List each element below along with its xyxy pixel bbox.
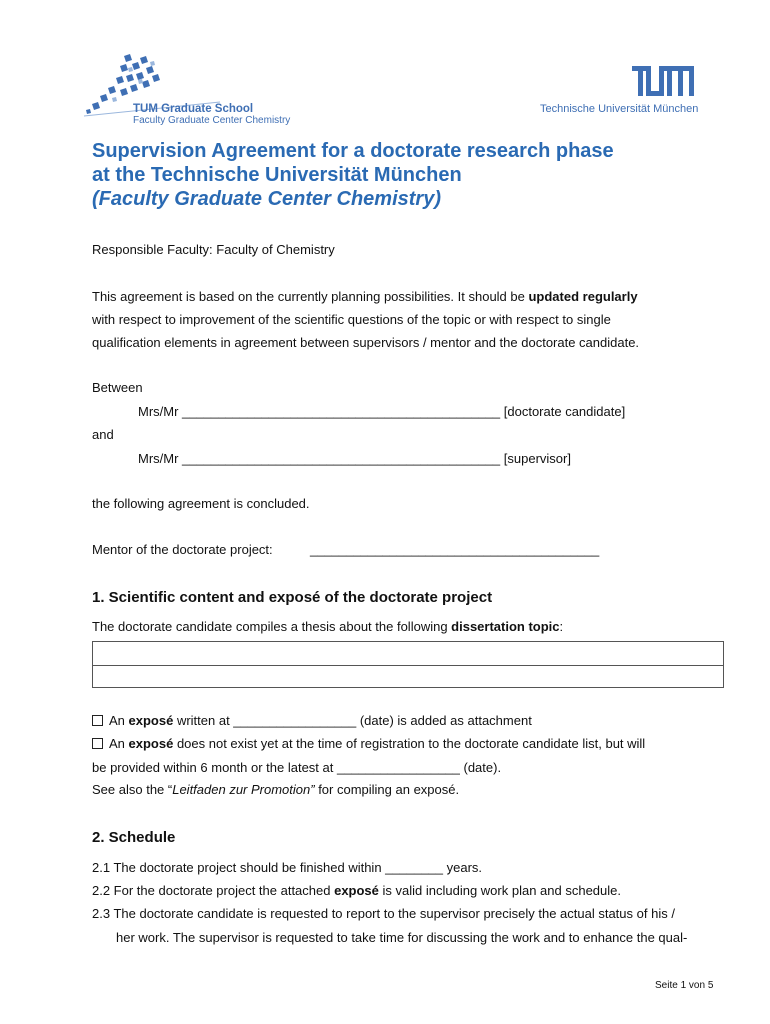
schedule-item-1: 2.1 The doctorate project should be finished within ________ years. — [92, 860, 483, 875]
section-2-heading: 2. Schedule — [92, 829, 176, 846]
dissertation-topic-intro: The doctorate candidate compiles a thesis about the following dissertation topic: — [92, 619, 564, 634]
schedule-item-3-line-2: her work. The supervisor is requested to take time for discussing the work and to enhance the qual- — [116, 930, 688, 945]
expose-attached-checkbox[interactable] — [92, 715, 103, 726]
mentor-field[interactable]: ________________________________________ — [310, 542, 600, 557]
document-title — [92, 139, 614, 211]
page-number: Seite 1 von 5 — [655, 980, 714, 991]
expose-later-checkbox[interactable] — [92, 738, 103, 749]
title-line-3: (Faculty Graduate Center Chemistry) — [92, 188, 441, 210]
graduate-school-name: TUM Graduate School — [133, 103, 254, 115]
expose-option-2-line-2: be provided within 6 month or the latest at _________________ (date). — [92, 760, 502, 775]
schedule-item-3-line-1: 2.3 The doctorate candidate is requested to report to the supervisor precisely the actual status of his / — [92, 906, 675, 921]
schedule-item-2: 2.2 For the doctorate project the attached exposé is valid including work plan and schedule. — [92, 883, 621, 898]
mentor-label: Mentor of the doctorate project: — [92, 542, 273, 557]
expose-option-2[interactable]: An exposé does not exist yet at the time of registration to the doctorate candidate list, but will — [92, 736, 645, 751]
candidate-field[interactable]: Mrs/Mr ____________________________________________ [doctorate candidate] — [138, 404, 626, 419]
topic-box-divider — [93, 665, 723, 666]
intro-line-1: This agreement is based on the currently planning possibilities. It should be updated regularly — [92, 289, 638, 304]
intro-line-3: qualification elements in agreement between supervisors / mentor and the doctorate candidate. — [92, 335, 640, 350]
dissertation-topic-box[interactable] — [92, 641, 724, 688]
university-name: Technische Universität München — [540, 103, 699, 115]
title-line-2: at the Technische Universität München — [92, 164, 462, 186]
intro-line-2: with respect to improvement of the scientific questions of the topic or with respect to single — [92, 312, 611, 327]
supervisor-field[interactable]: Mrs/Mr ____________________________________________ [supervisor] — [138, 451, 571, 466]
tum-logo — [632, 66, 694, 96]
responsible-faculty: Responsible Faculty: Faculty of Chemistry — [92, 242, 335, 257]
section-1-heading: 1. Scientific content and exposé of the doctorate project — [92, 589, 493, 606]
between-label: Between — [92, 380, 143, 395]
faculty-center-name: Faculty Graduate Center Chemistry — [133, 115, 291, 126]
see-also-note: See also the “Leitfaden zur Promotion” for compiling an exposé. — [92, 782, 460, 797]
expose-option-1[interactable]: An exposé written at _________________ (date) is added as attachment — [92, 713, 532, 728]
agreement-concluded: the following agreement is concluded. — [92, 496, 310, 511]
and-label: and — [92, 427, 114, 442]
title-line-1: Supervision Agreement for a doctorate research phase — [92, 140, 614, 162]
